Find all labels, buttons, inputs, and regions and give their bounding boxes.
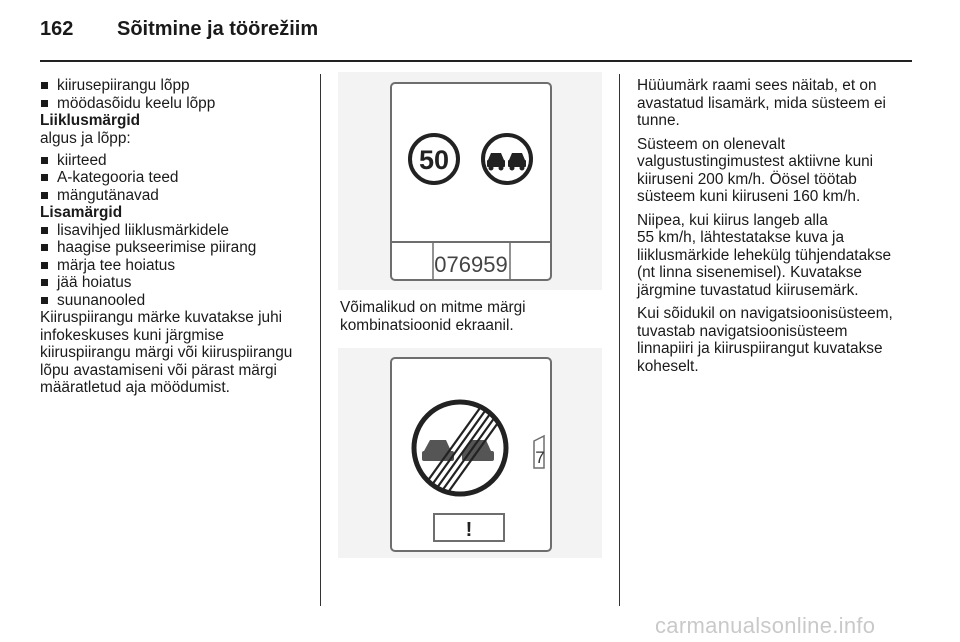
figure-end-of-no-overtaking: [338, 348, 602, 558]
section-intro: algus ja lõpp:: [40, 129, 131, 147]
column-divider-right: [619, 74, 620, 606]
body-paragraph: [637, 305, 912, 375]
column-divider-left: [320, 74, 321, 606]
paragraph-line: määratletud aja möödumist.: [40, 379, 230, 396]
list-item: märja tee hoiatus: [40, 257, 312, 275]
paragraph-line: Niipea, kui kiirus langeb alla: [637, 211, 828, 229]
body-paragraph: [637, 136, 912, 206]
list-item: A-kategooria teed: [40, 169, 312, 187]
watermark: carmanualsonline.info: [655, 613, 876, 638]
side-number: 7: [535, 448, 545, 467]
body-paragraph: [40, 309, 312, 397]
list-item: suunanooled: [40, 292, 312, 310]
page-number: 162: [40, 18, 74, 40]
paragraph-line: valgustustingimustest aktiivne kuni: [637, 153, 874, 170]
paragraph-line: kiiruseni 200 km/h. Öösel töötab: [637, 170, 857, 188]
list-item: kiirteed: [40, 152, 312, 170]
paragraph-line: avastatud lisamärk, mida süsteem ei: [637, 94, 886, 112]
header-divider: [40, 60, 912, 62]
paragraph-line: järgmine tuvastatud kiirusemärk.: [637, 281, 859, 299]
exclamation-icon: !: [465, 519, 473, 541]
paragraph-line: linnapiiri ja kiiruspiirangut kuvatakse: [637, 340, 883, 357]
paragraph-line: infokeskuses kuni järgmise: [40, 326, 224, 344]
caption-line: kombinatsioonid ekraanil.: [340, 316, 514, 334]
paragraph-line: liiklusmärkide lehekülg tühjendatakse: [637, 246, 892, 264]
no-overtaking-icon: [483, 135, 531, 183]
speed-limit-icon: [410, 135, 458, 183]
list-item: mängutänavad: [40, 187, 312, 205]
list-item: haagise pukseerimise piirang: [40, 239, 312, 257]
page-title: Sõitmine ja töörežiim: [117, 18, 319, 40]
caption-line: Võimalikud on mitme märgi: [340, 299, 526, 316]
paragraph-line: kiiruspiirangu märgi või kiiruspiirangu: [40, 344, 293, 361]
paragraph-line: Hüüumärk raami sees näitab, et on: [637, 77, 877, 94]
paragraph-line: tuvastab navigatsioonisüsteem: [637, 322, 848, 340]
paragraph-line: koheselt.: [637, 357, 699, 375]
list-item: jää hoiatus: [40, 274, 312, 292]
paragraph-line: 55 km/h, lähtestatakse kuva ja: [637, 229, 845, 246]
paragraph-line: tunne.: [637, 112, 680, 129]
paragraph-line: Süsteem on olenevalt: [637, 135, 786, 153]
body-paragraph: [637, 212, 912, 300]
figure-caption: [340, 299, 610, 334]
figure-speed-limit-display: [338, 72, 602, 290]
list-item: kiirusepiirangu lõpp: [40, 77, 312, 95]
paragraph-line: (nt linna sisenemisel). Kuvatakse: [637, 264, 862, 281]
side-number-box: [534, 436, 545, 468]
section-heading-additional-signs: Lisamärgid: [40, 204, 123, 221]
section-heading-traffic-signs: Liiklusmärgid: [40, 112, 141, 129]
paragraph-line: süsteem kuni kiiruseni 160 km/h.: [637, 188, 861, 205]
list-item: lisavihjed liiklusmärkidele: [40, 222, 312, 240]
body-paragraph: [637, 77, 912, 130]
column-right: [637, 77, 912, 375]
paragraph-line: Kiiruspiirangu märke kuvatakse juhi: [40, 309, 283, 326]
paragraph-line: lõpu avastamiseni või pärast märgi: [40, 361, 277, 379]
speed-limit-value: 50: [418, 145, 450, 175]
list-item: möödasõidu keelu lõpp: [40, 95, 312, 113]
figure-code: 076959: [434, 252, 508, 277]
paragraph-line: Kui sõidukil on navigatsioonisüsteem,: [637, 305, 893, 322]
column-left: [40, 77, 312, 397]
